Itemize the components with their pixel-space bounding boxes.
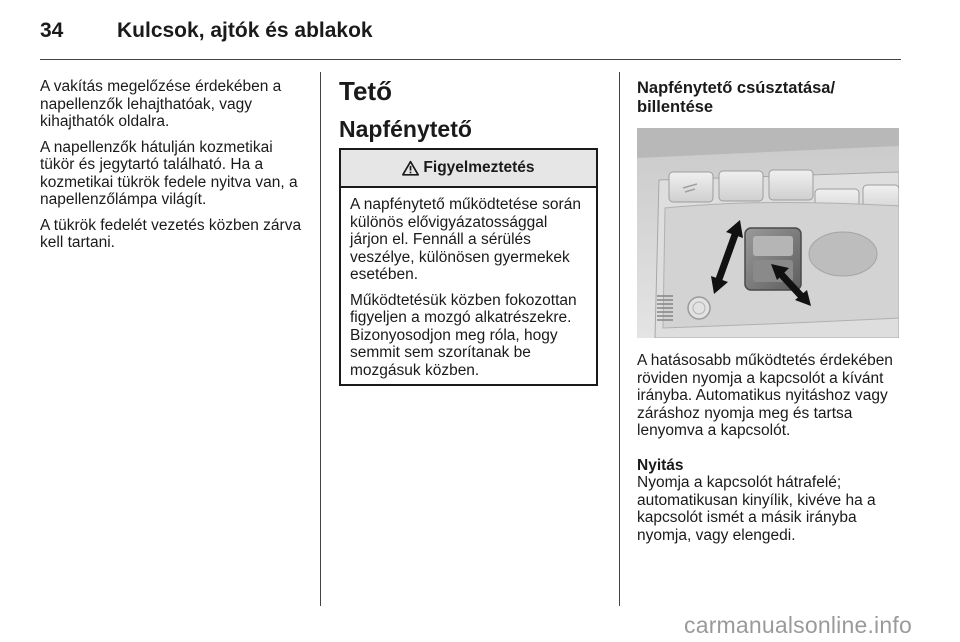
paragraph: Nyomja a kapcsolót hátrafelé; automatikusan kinyílik, kivéve ha a kapcsolót ismét a másik irányba nyomja, vagy elengedi. (637, 474, 876, 544)
warning-box (339, 148, 598, 386)
page-title: Kulcsok, ajtók és ablakok (117, 19, 373, 42)
subsection-title: Nyitás (637, 456, 684, 474)
page-number: 34 (40, 19, 64, 42)
column-1 (40, 78, 310, 260)
column-3 (637, 352, 901, 544)
warning-header (341, 150, 596, 188)
paragraph: A hatásosabb működtetés érdekében röviden nyomja a kapcsolót a kívánt irányba. Automatikus nyitáshoz vagy záráshoz nyomja meg és tartsa lenyomva a kapcsolót. (637, 352, 893, 439)
warning-title: Figyelmeztetés (423, 159, 535, 176)
watermark: carmanualsonline.info (684, 612, 912, 638)
section-heading: Tető (339, 76, 392, 106)
paragraph: A vakítás megelőzése érdekében a napellenzők lehajthatóak, vagy kihajthatók oldalra. (40, 78, 282, 130)
sunroof-switch-illustration (637, 128, 899, 338)
warning-paragraph: Működtetésük közben fokozottan figyeljen a mozgó alkatrészekre. Bizonyosodjon meg róla, hogy semmit sem szorítanak be mozgásuk közben. (350, 291, 577, 379)
column-3-heading: Napfénytető csúsztatása/ billentése (637, 79, 836, 116)
header-divider (40, 59, 901, 60)
warning-body (341, 188, 596, 379)
column-divider-1 (320, 72, 321, 606)
warning-paragraph: A napfénytető működtetése során különös elővigyázatossággal járjon el. Fennáll a sérülés veszélye, különösen gyermekek esetében. (350, 196, 581, 283)
column-divider-2 (619, 72, 620, 606)
warning-triangle-icon (402, 160, 419, 176)
paragraph: A napellenzők hátulján kozmetikai tükör és jegytartó található. Ha a kozmetikai tükrök fedele nyitva van, a napellenzőlámpa világít. (40, 138, 298, 208)
section-subheading: Napfénytető (339, 116, 472, 142)
paragraph: A tükrök fedelét vezetés közben zárva kell tartani. (40, 216, 302, 251)
